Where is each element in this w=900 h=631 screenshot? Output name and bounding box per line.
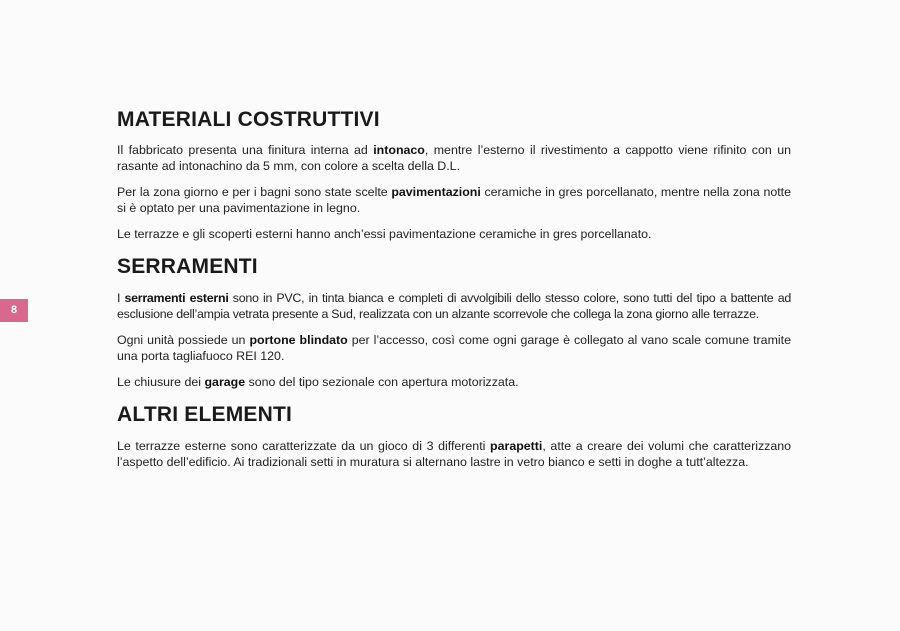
text-run: per l’accesso, così come ogni garage è collegato al vano scale comune tramite una porta tagliafuoco REI 120. [117,333,791,363]
paragraph-terrazze [117,226,791,242]
bold-term: pavimentazioni [391,185,481,199]
text-run: Le terrazze e gli scoperti esterni hanno anch’essi pavimentazione ceramiche in gres porcellanato. [117,227,652,241]
text-run: Per la zona giorno e per i bagni sono state scelte [117,185,392,199]
paragraph-garage [117,374,791,390]
page-number: 8 [10,304,18,316]
section-title-altri-elementi: ALTRI ELEMENTI [117,403,293,426]
bold-term: intonaco [373,143,425,157]
paragraph-intonaco [117,142,791,174]
text-run: Ogni unità possiede un [117,333,250,347]
text-run: Le chiusure dei [117,375,205,389]
bold-term: portone blindato [249,333,348,347]
bold-term: garage [204,375,246,389]
page-number-tab [0,299,28,322]
paragraph-parapetti [117,438,791,470]
paragraph-serramenti-esterni [117,290,791,322]
text-run: ceramiche in gres porcellanato, mentre nella zona notte si è optato per una pavimentazione in legno. [117,185,792,215]
text-run: sono del tipo sezionale con apertura motorizzata. [245,375,519,389]
paragraph-pavimentazioni [117,184,791,216]
text-run: , mentre l’esterno il rivestimento a cappotto viene rifinito con un rasante ad intonachino da 5 mm, con colore a scelta della D.L. [117,143,791,173]
text-run: , atte a creare dei volumi che caratterizzano l’aspetto dell’edificio. Ai tradizionali setti in muratura si alternano lastre in vetro bianco e setti in doghe a tutt’altezza. [117,439,792,469]
bold-term: parapetti [490,439,543,453]
text-run: Il fabbricato presenta una finitura interna ad [117,143,374,157]
text-run: Le terrazze esterne sono caratterizzate da un gioco di 3 differenti [117,439,491,453]
text-run: sono in PVC, in tinta bianca e completi di avvolgibili dello stesso colore, sono tutti del tipo a battente ad esclusione dell’ampia vetrata presente a Sud, realizzata con un alzante scorrevole che collega la zona giorno alle terrazze. [117,291,791,321]
bold-term: serramenti esterni [124,291,229,305]
text-run: I [117,291,125,305]
paragraph-portone-blindato [117,332,791,364]
section-title-serramenti: SERRAMENTI [117,255,258,278]
document-body [117,106,791,470]
section-title-materiali: MATERIALI COSTRUTTIVI [117,108,380,131]
